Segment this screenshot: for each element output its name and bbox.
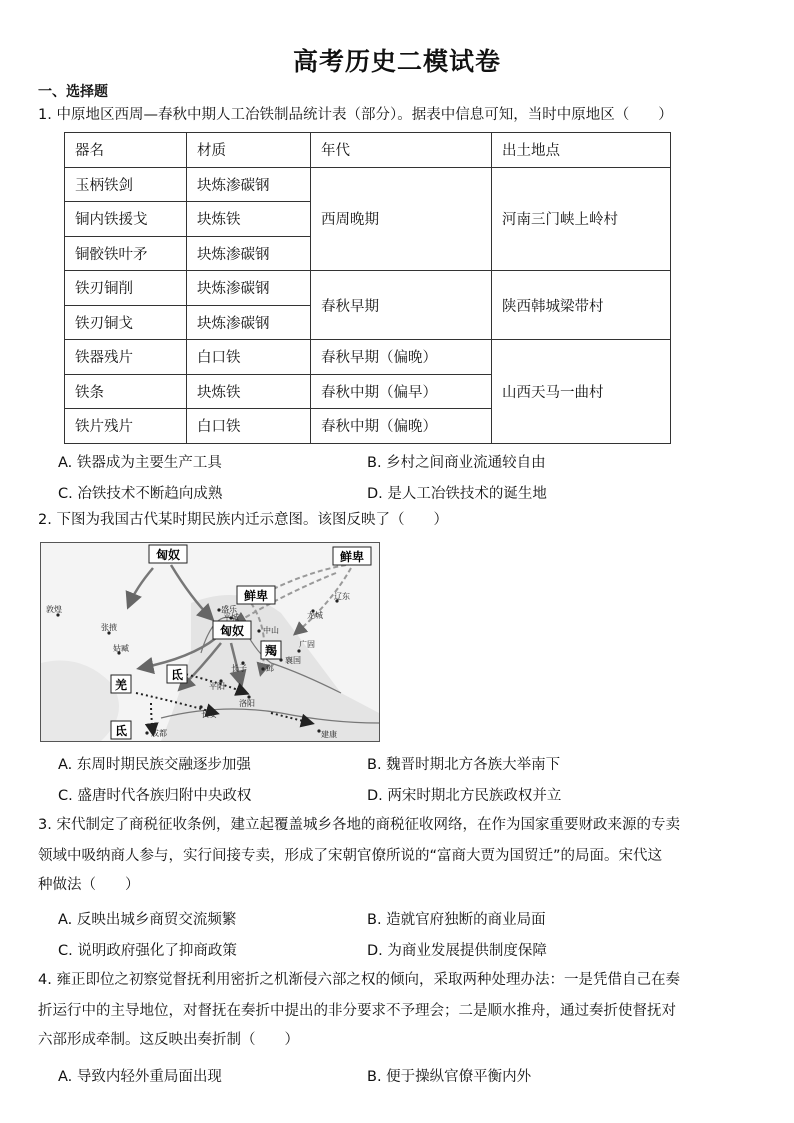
table-cell: 春秋中期（偏早）: [311, 374, 492, 409]
label-qiang: [111, 675, 131, 693]
q1-option-a[interactable]: A. 铁器成为主要生产工具: [58, 455, 222, 471]
city-pingcheng: 平城: [223, 613, 239, 622]
table-cell: 铁刃铜削: [65, 271, 187, 306]
city-ye: 邺: [266, 664, 274, 673]
table-cell: 玉柄铁剑: [65, 167, 187, 202]
table-cell-era: 春秋早期: [311, 271, 492, 340]
svg-text:匈奴: 匈奴: [219, 624, 245, 638]
page-title: 高考历史二模试卷: [292, 47, 501, 76]
table-cell: 块炼渗碳钢: [187, 167, 311, 202]
table-header-cell: 材质: [187, 133, 311, 168]
svg-text:匈奴: 匈奴: [155, 548, 181, 562]
q3-option-a[interactable]: A. 反映出城乡商贸交流频繁: [58, 912, 237, 928]
city-guzang: 姑臧: [113, 644, 129, 653]
q2-option-c[interactable]: C. 盛唐时代各族归附中央政权: [58, 788, 252, 804]
q3-option-d[interactable]: D. 为商业发展提供制度保障: [367, 943, 547, 959]
city-dunhuang: 敦煌: [46, 605, 62, 614]
table-cell: 春秋中期（偏晚）: [311, 409, 492, 444]
q4-option-b[interactable]: B. 便于操纵官僚平衡内外: [367, 1069, 532, 1085]
table-cell: 春秋早期（偏晚）: [311, 340, 492, 375]
table-cell-place: 河南三门峡上岭村: [492, 167, 671, 271]
city-longcheng: 龙城: [307, 611, 323, 620]
svg-text:氐: 氐: [170, 668, 184, 682]
table-cell: 铜骹铁叶矛: [65, 236, 187, 271]
label-xiongnu-top: [149, 545, 187, 563]
table-cell: 铜内铁援戈: [65, 202, 187, 237]
question-1-stem: 1. 中原地区西周—春秋中期人工冶铁制品统计表（部分）。据表中信息可知，当时中原地区（ ）: [38, 107, 673, 123]
q1-option-d[interactable]: D. 是人工冶铁技术的诞生地: [367, 486, 547, 502]
table-row: [65, 340, 671, 375]
table-header-cell: 出土地点: [492, 133, 671, 168]
table-cell: 块炼铁: [187, 374, 311, 409]
iron-products-table: [64, 132, 671, 444]
table-cell-place: 陕西韩城梁带村: [492, 271, 671, 340]
table-cell: 铁片残片: [65, 409, 187, 444]
section-heading: 一、选择题: [38, 84, 108, 100]
svg-text:氐: 氐: [114, 724, 128, 738]
table-row: [65, 167, 671, 202]
table-cell: 铁条: [65, 374, 187, 409]
migration-map: [40, 542, 380, 742]
question-3-line-2: 领域中吸纳商人参与，实行间接专卖，形成了宋朝官僚所说的“富商大贾为国贸迁”的局面。宋代这: [38, 848, 663, 864]
table-cell: 白口铁: [187, 340, 311, 375]
city-chengdu: 成都: [151, 729, 167, 738]
table-cell: 块炼渗碳钢: [187, 305, 311, 340]
svg-text:羌: 羌: [114, 678, 128, 692]
q2-option-d[interactable]: D. 两宋时期北方民族政权并立: [367, 788, 562, 804]
label-xianbei-mid: [237, 586, 275, 604]
label-di-2: [111, 721, 131, 739]
svg-text:鲜卑: 鲜卑: [339, 550, 365, 564]
label-xianbei-top: [333, 547, 371, 565]
city-xiangguo: 襄国: [285, 656, 301, 665]
city-shengle: 盛乐: [221, 605, 237, 614]
city-changzi: 长子: [231, 664, 247, 673]
q2-option-b[interactable]: B. 魏晋时期北方各族大举南下: [367, 757, 561, 773]
question-4-line-3: 六部形成牵制。这反映出奏折制（ ）: [38, 1032, 299, 1048]
label-di: [167, 665, 187, 683]
city-zhongshan: 中山: [263, 626, 279, 635]
city-liaodong: 辽东: [334, 592, 350, 601]
question-3-line-3: 种做法（ ）: [38, 877, 140, 893]
q2-option-a[interactable]: A. 东周时期民族交融逐步加强: [58, 757, 251, 773]
table-cell: 白口铁: [187, 409, 311, 444]
q3-option-b[interactable]: B. 造就官府独断的商业局面: [367, 912, 546, 928]
table-cell: 块炼铁: [187, 202, 311, 237]
q1-option-b[interactable]: B. 乡村之间商业流通较自由: [367, 455, 546, 471]
city-pingyang: 平阳: [209, 682, 225, 691]
table-header-cell: 器名: [65, 133, 187, 168]
question-3-line-1: 3. 宋代制定了商税征收条例，建立起覆盖城乡各地的商税征收网络，在作为国家重要财政来源的专卖: [38, 817, 680, 833]
question-4-line-1: 4. 雍正即位之初察觉督抚利用密折之机渐侵六部之权的倾向，采取两种处理办法：一是凭借自己在奏: [38, 972, 680, 988]
question-4-line-2: 折运行中的主导地位，对督抚在奏折中提出的非分要求不予理会；二是顺水推舟，通过奏折使督抚对: [38, 1003, 676, 1019]
table-cell: 铁刃铜戈: [65, 305, 187, 340]
city-jiankang: 建康: [321, 730, 337, 739]
label-xiongnu-mid: [213, 621, 251, 639]
q1-option-c[interactable]: C. 冶铁技术不断趋向成熟: [58, 486, 223, 502]
table-cell: 铁器残片: [65, 340, 187, 375]
svg-text:鲜卑: 鲜卑: [243, 589, 269, 603]
q3-option-c[interactable]: C. 说明政府强化了抑商政策: [58, 943, 237, 959]
svg-text:羯: 羯: [264, 644, 278, 658]
table-cell: 块炼渗碳钢: [187, 271, 311, 306]
table-row: [65, 271, 671, 306]
table-cell-place: 山西天马一曲村: [492, 340, 671, 444]
city-changan: 长安: [201, 710, 217, 719]
question-2-stem: 2. 下图为我国古代某时期民族内迁示意图。该图反映了（ ）: [38, 512, 448, 528]
table-cell: 块炼渗碳钢: [187, 236, 311, 271]
table-header-row: [65, 133, 671, 168]
city-guanggu: 广固: [299, 640, 315, 649]
table-header-cell: 年代: [311, 133, 492, 168]
city-luoyang: 洛阳: [239, 699, 255, 708]
label-jie: [261, 641, 281, 659]
city-zhangye: 张掖: [101, 623, 117, 632]
table-cell-era: 西周晚期: [311, 167, 492, 271]
q4-option-a[interactable]: A. 导致内轻外重局面出现: [58, 1069, 222, 1085]
